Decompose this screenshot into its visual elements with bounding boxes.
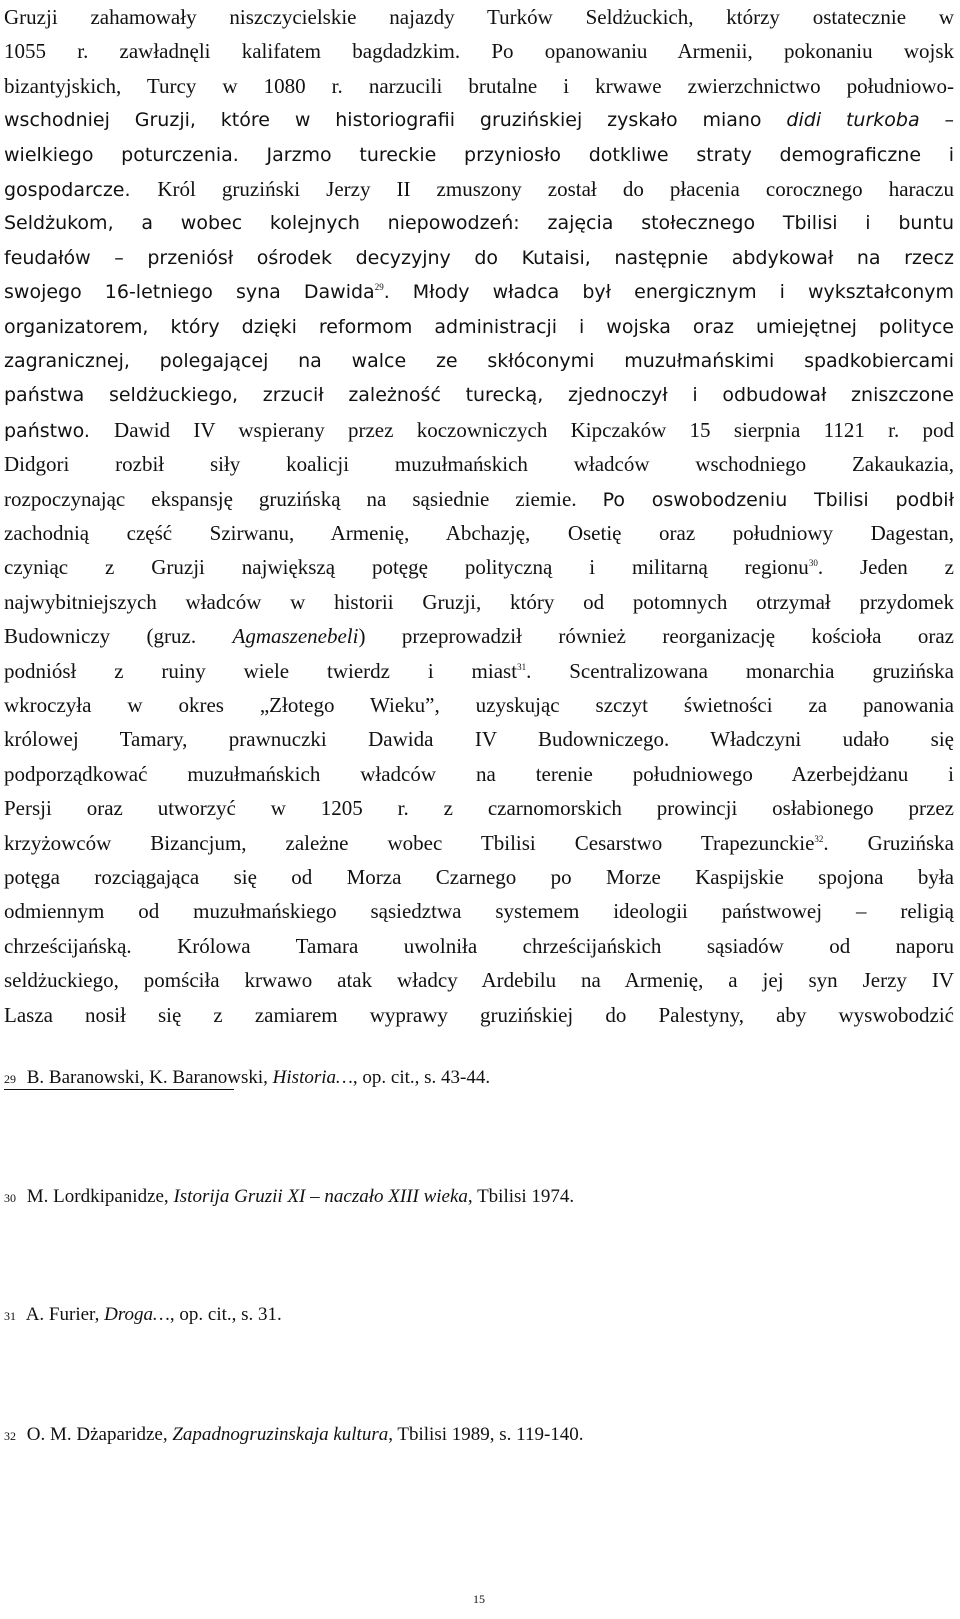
text-span: najwybitniejszych władców w historii Gruzji, który od potomnych otrzymał przydomek	[4, 589, 954, 614]
text-line	[4, 275, 954, 309]
text-span: państwa seldżuckiego, zrzucił zależność turecką, zjednoczył i odbudował zniszczone	[4, 384, 954, 407]
text-line	[4, 998, 954, 1032]
footnote-text: M. Lordkipanidze,	[22, 1186, 174, 1207]
text-line	[4, 722, 954, 756]
text-span: Seldżukom, a wobec kolejnych niepowodzeń: zajęcia stołecznego Tbilisi i buntu	[4, 212, 954, 235]
text-span: podniósł z ruiny wiele twierdz i miast	[4, 658, 518, 683]
text-line	[4, 69, 954, 103]
footnote-ref: 29	[374, 282, 384, 293]
footnote-number: 31	[4, 1309, 16, 1323]
text-span: –	[919, 109, 954, 132]
text-line	[4, 654, 954, 688]
text-line	[4, 791, 954, 825]
text-line	[4, 206, 954, 240]
text-line	[4, 516, 954, 550]
text-span: potęga rozciągająca się od Morza Czarnego po Morze Kaspijskie spojona była	[4, 865, 954, 889]
text-line	[4, 0, 954, 34]
text-span: Budowniczy (gruz.	[4, 624, 233, 649]
text-line	[4, 482, 954, 516]
text-line	[4, 585, 954, 619]
text-line	[4, 241, 954, 275]
text-line	[4, 310, 954, 344]
footnote-text: , Tbilisi 1974.	[467, 1186, 575, 1207]
text-line	[4, 757, 954, 791]
footnote-text: , Tbilisi 1989, s. 119-140.	[388, 1424, 584, 1445]
text-line	[4, 550, 954, 584]
text-span: królowej Tamary, prawnuczki Dawida IV Budowniczego. Władczyni udało się	[4, 727, 954, 752]
text-span: . Scentralizowana monarchia gruzińska	[526, 658, 954, 683]
text-span: gospodarcze.	[4, 179, 158, 201]
text-span: zagranicznej, polegającej na walce ze skłóconymi muzułmańskimi spadkobiercami	[4, 350, 954, 372]
footnote-text: O. M. Dżaparidze,	[22, 1424, 173, 1445]
footnote	[4, 1300, 954, 1330]
footnote-text: Droga…	[104, 1304, 170, 1325]
text-line	[4, 172, 954, 206]
footnote-text: A. Furier,	[22, 1304, 105, 1325]
text-span: podporządkować muzułmańskich władców na terenie południowego Azerbejdżanu i	[4, 761, 954, 786]
text-line	[4, 929, 954, 963]
text-span: ) przeprowadził również reorganizację kościoła oraz	[358, 624, 954, 649]
text-span: Didgori rozbił siły koalicji muzułmańskich władców wschodniego Zakaukazia,	[4, 452, 954, 477]
text-line	[4, 688, 954, 722]
text-span: Persji oraz utworzyć w 1205 r. z czarnomorskich prowincji osłabionego przez	[4, 796, 954, 821]
footnote-text: Istorija Gruzii XI – naczało XIII wieka	[173, 1186, 468, 1207]
text-line	[4, 34, 954, 68]
text-span: wielkiego poturczenia. Jarzmo tureckie przyniosło dotkliwe straty demograficzne i	[4, 143, 954, 166]
text-span: seldżuckiego, pomściła krwawo atak władcy Ardebilu na Armenię, a jej syn Jerzy IV	[4, 968, 954, 993]
text-line	[4, 378, 954, 412]
footnote-text: Historia…	[272, 1067, 353, 1088]
text-span: krzyżowców Bizancjum, zależne wobec Tbilisi Cesarstwo Trapezunckie	[4, 830, 815, 855]
text-span: wkroczyła w okres „Złotego Wieku”, uzyskując szczyt świetności za panowania	[4, 693, 954, 717]
text-line	[4, 860, 954, 894]
text-span: wschodniej Gruzji, które w historiografii gruzińskiej zyskało miano	[4, 109, 787, 132]
footnote-number: 32	[4, 1429, 16, 1443]
text-line	[4, 344, 954, 378]
text-span: Po oswobodzeniu Tbilisi podbił	[602, 488, 954, 511]
text-span: państwo.	[4, 419, 115, 442]
text-span: swojego 16-letniego syna Dawida	[4, 281, 375, 304]
footnote-number: 29	[4, 1072, 16, 1086]
text-span: Lasza nosił się z zamiarem wyprawy gruzińskiej do Palestyny, aby wyswobodzić	[4, 1002, 954, 1027]
text-span: . Jeden z	[817, 555, 954, 580]
text-span: czyniąc z Gruzji największą potęgę polityczną i militarną regionu	[4, 555, 809, 580]
text-line	[4, 963, 954, 997]
text-span: didi turkoba	[786, 109, 920, 132]
footnote-number: 30	[4, 1191, 16, 1205]
text-line	[4, 447, 954, 481]
footnote-text: B. Baranowski, K. Baranowski,	[22, 1067, 273, 1088]
footnote	[4, 1063, 954, 1093]
footnote-text: Zapadnogruzinskaja kultura	[172, 1424, 389, 1445]
footnote-text: , op. cit., s. 43-44.	[352, 1067, 491, 1088]
page-number: 15	[473, 1592, 485, 1606]
footnote-ref: 31	[517, 661, 527, 672]
text-span: Agmaszenebeli	[232, 624, 359, 649]
footnote-ref: 30	[808, 558, 818, 569]
text-span: zachodnią część Szirwanu, Armenię, Abchazję, Osetię oraz południowy Dagestan,	[4, 521, 954, 545]
text-line	[4, 138, 954, 172]
text-span: feudałów – przeniósł ośrodek decyzyjny do Kutaisi, następnie abdykował na rzecz	[4, 246, 954, 269]
footnote-ref: 32	[814, 833, 824, 844]
text-line	[4, 619, 954, 653]
footnote	[4, 1420, 954, 1450]
footnote-text: , op. cit., s. 31.	[169, 1304, 282, 1325]
text-line	[4, 826, 954, 860]
text-span: chrześcijańską. Królowa Tamara uwolniła chrześcijańskich sąsiadów od naporu	[4, 933, 954, 958]
text-span: . Młody władca był energicznym i wykształconym	[383, 281, 954, 304]
text-span: Dawid IV wspierany przez koczowniczych Kipczaków 15 sierpnia 1121 r. pod	[114, 417, 954, 442]
text-span: . Gruzińska	[823, 830, 954, 855]
text-line	[4, 413, 954, 447]
text-span: 1055 r. zawładnęli kalifatem bagdadzkim. Po opanowaniu Armenii, pokonaniu wojsk	[4, 39, 954, 64]
text-line	[4, 894, 954, 928]
footnote	[4, 1182, 954, 1212]
text-span: rozpoczynając ekspansję gruzińską na sąsiednie ziemie.	[4, 486, 603, 511]
text-span: odmiennym od muzułmańskiego sąsiedztwa systemem ideologii państwowej – religią	[4, 899, 954, 924]
document-page	[4, 0, 954, 1619]
text-span: Gruzji zahamowały niszczycielskie najazdy Turków Seldżuckich, którzy ostatecznie w	[4, 5, 954, 29]
text-span: bizantyjskich, Turcy w 1080 r. narzucili brutalne i krwawe zwierzchnictwo południowo-	[4, 73, 954, 98]
text-span: organizatorem, który dzięki reformom administracji i wojska oraz umiejętnej polityce	[4, 315, 954, 338]
text-line	[4, 103, 954, 137]
text-span: Król gruziński Jerzy II zmuszony został do płacenia corocznego haraczu	[157, 177, 954, 201]
